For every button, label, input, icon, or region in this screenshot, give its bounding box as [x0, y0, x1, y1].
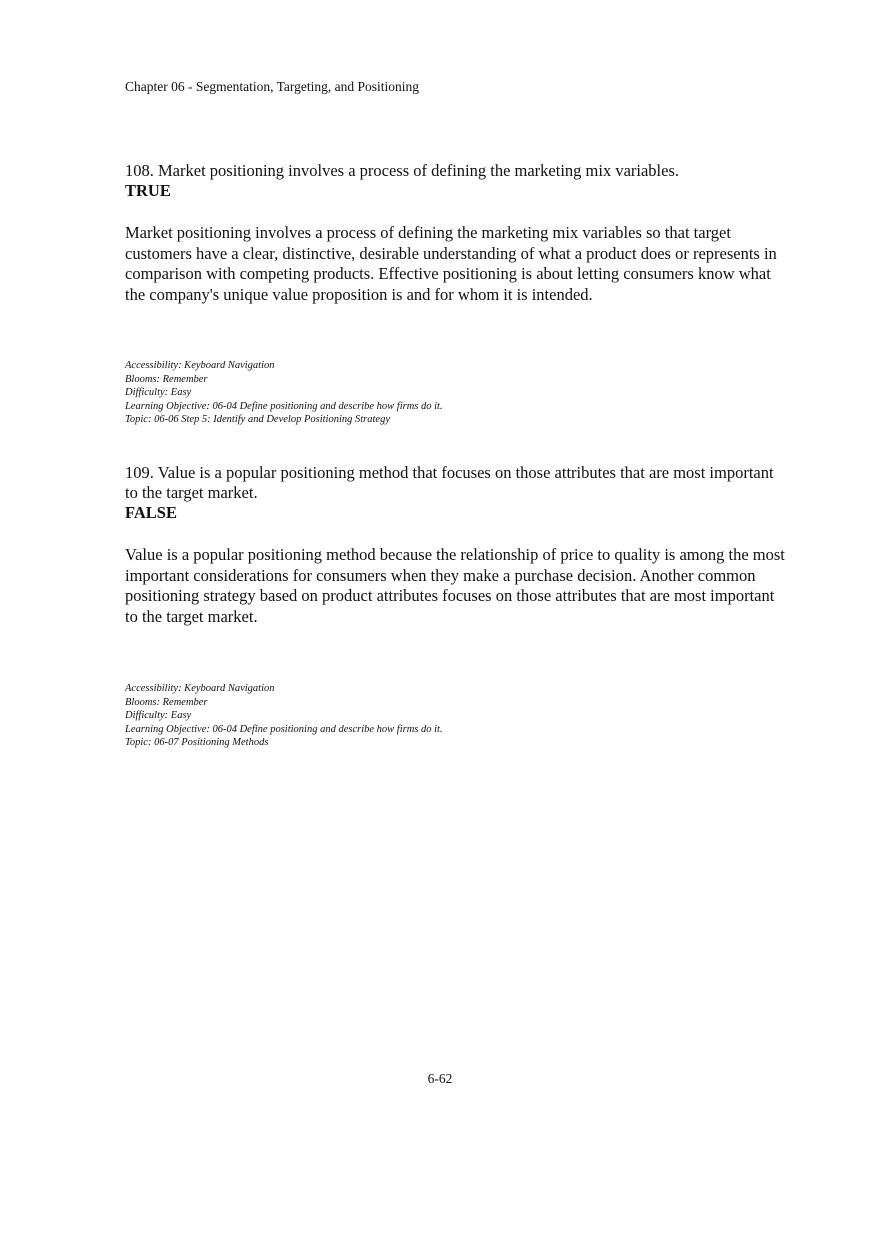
metadata-108 [125, 359, 725, 427]
meta-difficulty: Difficulty: Easy [125, 387, 192, 398]
question-109 [125, 463, 785, 523]
question-108 [125, 161, 785, 201]
meta-accessibility: Accessibility: Keyboard Navigation [125, 683, 275, 694]
meta-blooms: Blooms: Remember [125, 696, 208, 708]
question-text: 108. Market positioning involves a process of defining the marketing mix variables. [125, 161, 680, 180]
meta-difficulty: Difficulty: Easy [125, 710, 192, 721]
answer-label: FALSE [125, 503, 177, 522]
meta-blooms: Blooms: Remember [125, 373, 208, 385]
page-number: 6-62 [427, 1071, 453, 1086]
explanation-108: Market positioning involves a process of defining the marketing mix variables so that target customers have a clear, distinctive, desirable understanding of what a product does or represents in comparison with competing products. Effective positioning is about letting consumers know what the company's unique value proposition is and for whom it is intended. [125, 223, 777, 304]
meta-learning-objective: Learning Objective: 06-04 Define positioning and describe how firms do it. [125, 723, 443, 735]
meta-topic: Topic: 06-07 Positioning Methods [125, 737, 269, 748]
chapter-header: Chapter 06 - Segmentation, Targeting, and Positioning [125, 79, 420, 94]
meta-accessibility: Accessibility: Keyboard Navigation [125, 360, 275, 371]
metadata-109 [125, 682, 725, 750]
explanation-109: Value is a popular positioning method because the relationship of price to quality is among the most important considerations for consumers when they make a purchase decision. Another common positioning strategy based on product attributes focuses on those attributes that are most important to the target market. [125, 545, 785, 626]
question-text: 109. Value is a popular positioning method that focuses on those attributes that are most important to the target market. [125, 463, 774, 502]
meta-topic: Topic: 06-06 Step 5: Identify and Develop Positioning Strategy [125, 414, 390, 425]
answer-label: TRUE [125, 181, 171, 200]
meta-learning-objective: Learning Objective: 06-04 Define positioning and describe how firms do it. [125, 400, 443, 412]
